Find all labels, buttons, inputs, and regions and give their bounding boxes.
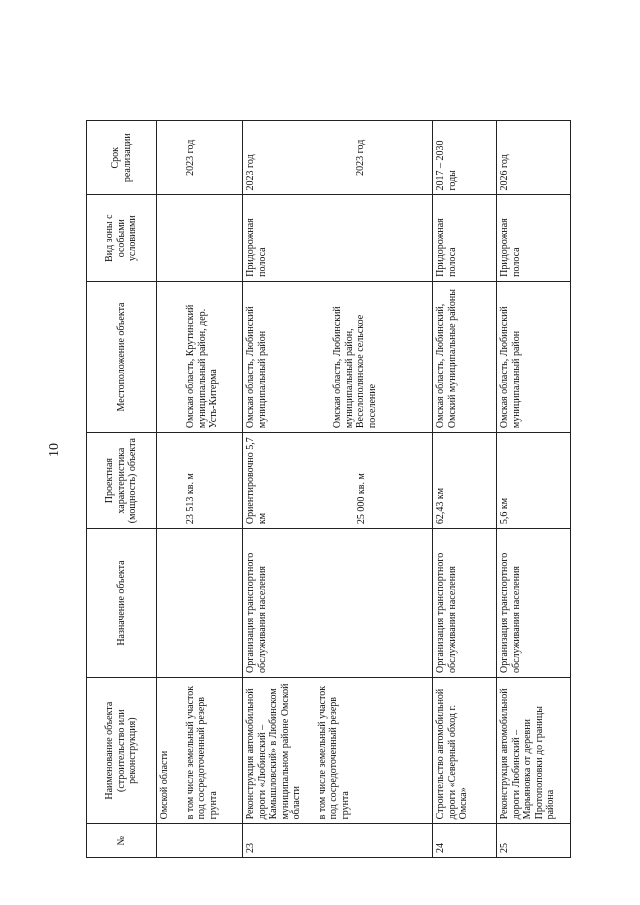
cell-num: [157, 824, 243, 858]
cell-term: 2017 – 2030 годы: [433, 121, 497, 195]
header-zone: Вид зоны с особыми условиями: [87, 195, 157, 281]
page-number: 10: [47, 443, 62, 457]
location-top: Омская область, Любинский муниципальный район: [245, 306, 268, 429]
objects-table: [86, 120, 571, 858]
name-top: Реконструкция автомобильной дороги «Любинский – Камышловский» в Любинском муниципальном районе Омской области: [245, 683, 302, 820]
name-bottom: в том числе земельный участок под сосредоточенный резерв грунта: [184, 685, 219, 820]
header-location: Местоположение объекта: [87, 281, 157, 432]
header-purpose: Назначение объекта: [87, 529, 157, 678]
cell-zone: Придорожная полоса: [497, 195, 571, 281]
term-bottom: 2023 год: [354, 139, 366, 176]
name-top: Омской области: [159, 750, 170, 820]
cell-num: 25: [497, 824, 571, 858]
header-num: №: [87, 824, 157, 858]
header-term: Срок реализации: [87, 121, 157, 195]
cell-purpose: [157, 529, 243, 678]
cell-zone: [157, 195, 243, 281]
cell-location: Омская область, Любинский муниципальный район: [497, 281, 571, 432]
cell-zone: Придорожная полоса: [243, 195, 433, 281]
cell-location: Омская область, Любинский, Омский муниципальные районы: [433, 281, 497, 432]
header-name: Наименование объекта (строительство или реконструкция): [87, 677, 157, 823]
cell-term: [243, 121, 433, 195]
cell-name: [157, 677, 243, 823]
location-bottom: Омская область, Крутинский муниципальный район, дер. Усть-Китерма: [185, 304, 219, 429]
table-row: [157, 121, 243, 858]
name-bottom: в том числе земельный участок под сосредоточенный резерв грунта: [316, 685, 351, 820]
cell-spec: [157, 433, 243, 529]
term-top: 2023 год: [245, 154, 256, 191]
cell-zone: Придорожная полоса: [433, 195, 497, 281]
cell-name: Реконструкция автомобильной дороги Любинский – Марьяновка от деревни Протопоповки до границы района: [497, 677, 571, 823]
cell-location: [157, 281, 243, 432]
cell-spec: 62,43 км: [433, 433, 497, 529]
header-spec: Проектная характеристика (мощность) объекта: [87, 433, 157, 529]
table-header-row: [87, 121, 157, 858]
table-row: [433, 121, 497, 858]
spec-bottom: 25 000 кв. м: [356, 473, 367, 525]
cell-spec: [243, 433, 433, 529]
term-bottom: 2023 год: [185, 139, 196, 176]
cell-name: [243, 677, 433, 823]
cell-term: [157, 121, 243, 195]
cell-purpose: Организация транспортного обслуживания населения: [433, 529, 497, 678]
cell-name: Строительство автомобильной дороги «Северный обход г. Омска»: [433, 677, 497, 823]
spec-top: Ориентировочно 5,7 км: [245, 437, 268, 525]
cell-location: [243, 281, 433, 432]
cell-num: 23: [243, 824, 433, 858]
cell-num: 24: [433, 824, 497, 858]
cell-purpose: Организация транспортного обслуживания населения: [243, 529, 433, 678]
cell-spec: 5,6 км: [497, 433, 571, 529]
table-row: [243, 121, 433, 858]
location-bottom: Омская область, Любинский муниципальный район, Веселополянское сельское поселение: [332, 306, 378, 429]
rotated-table-container: [86, 120, 556, 858]
cell-purpose: Организация транспортного обслуживания населения: [497, 529, 571, 678]
cell-term: 2026 год: [497, 121, 571, 195]
table-row: [497, 121, 571, 858]
spec-bottom: 23 513 кв. м: [185, 473, 196, 525]
